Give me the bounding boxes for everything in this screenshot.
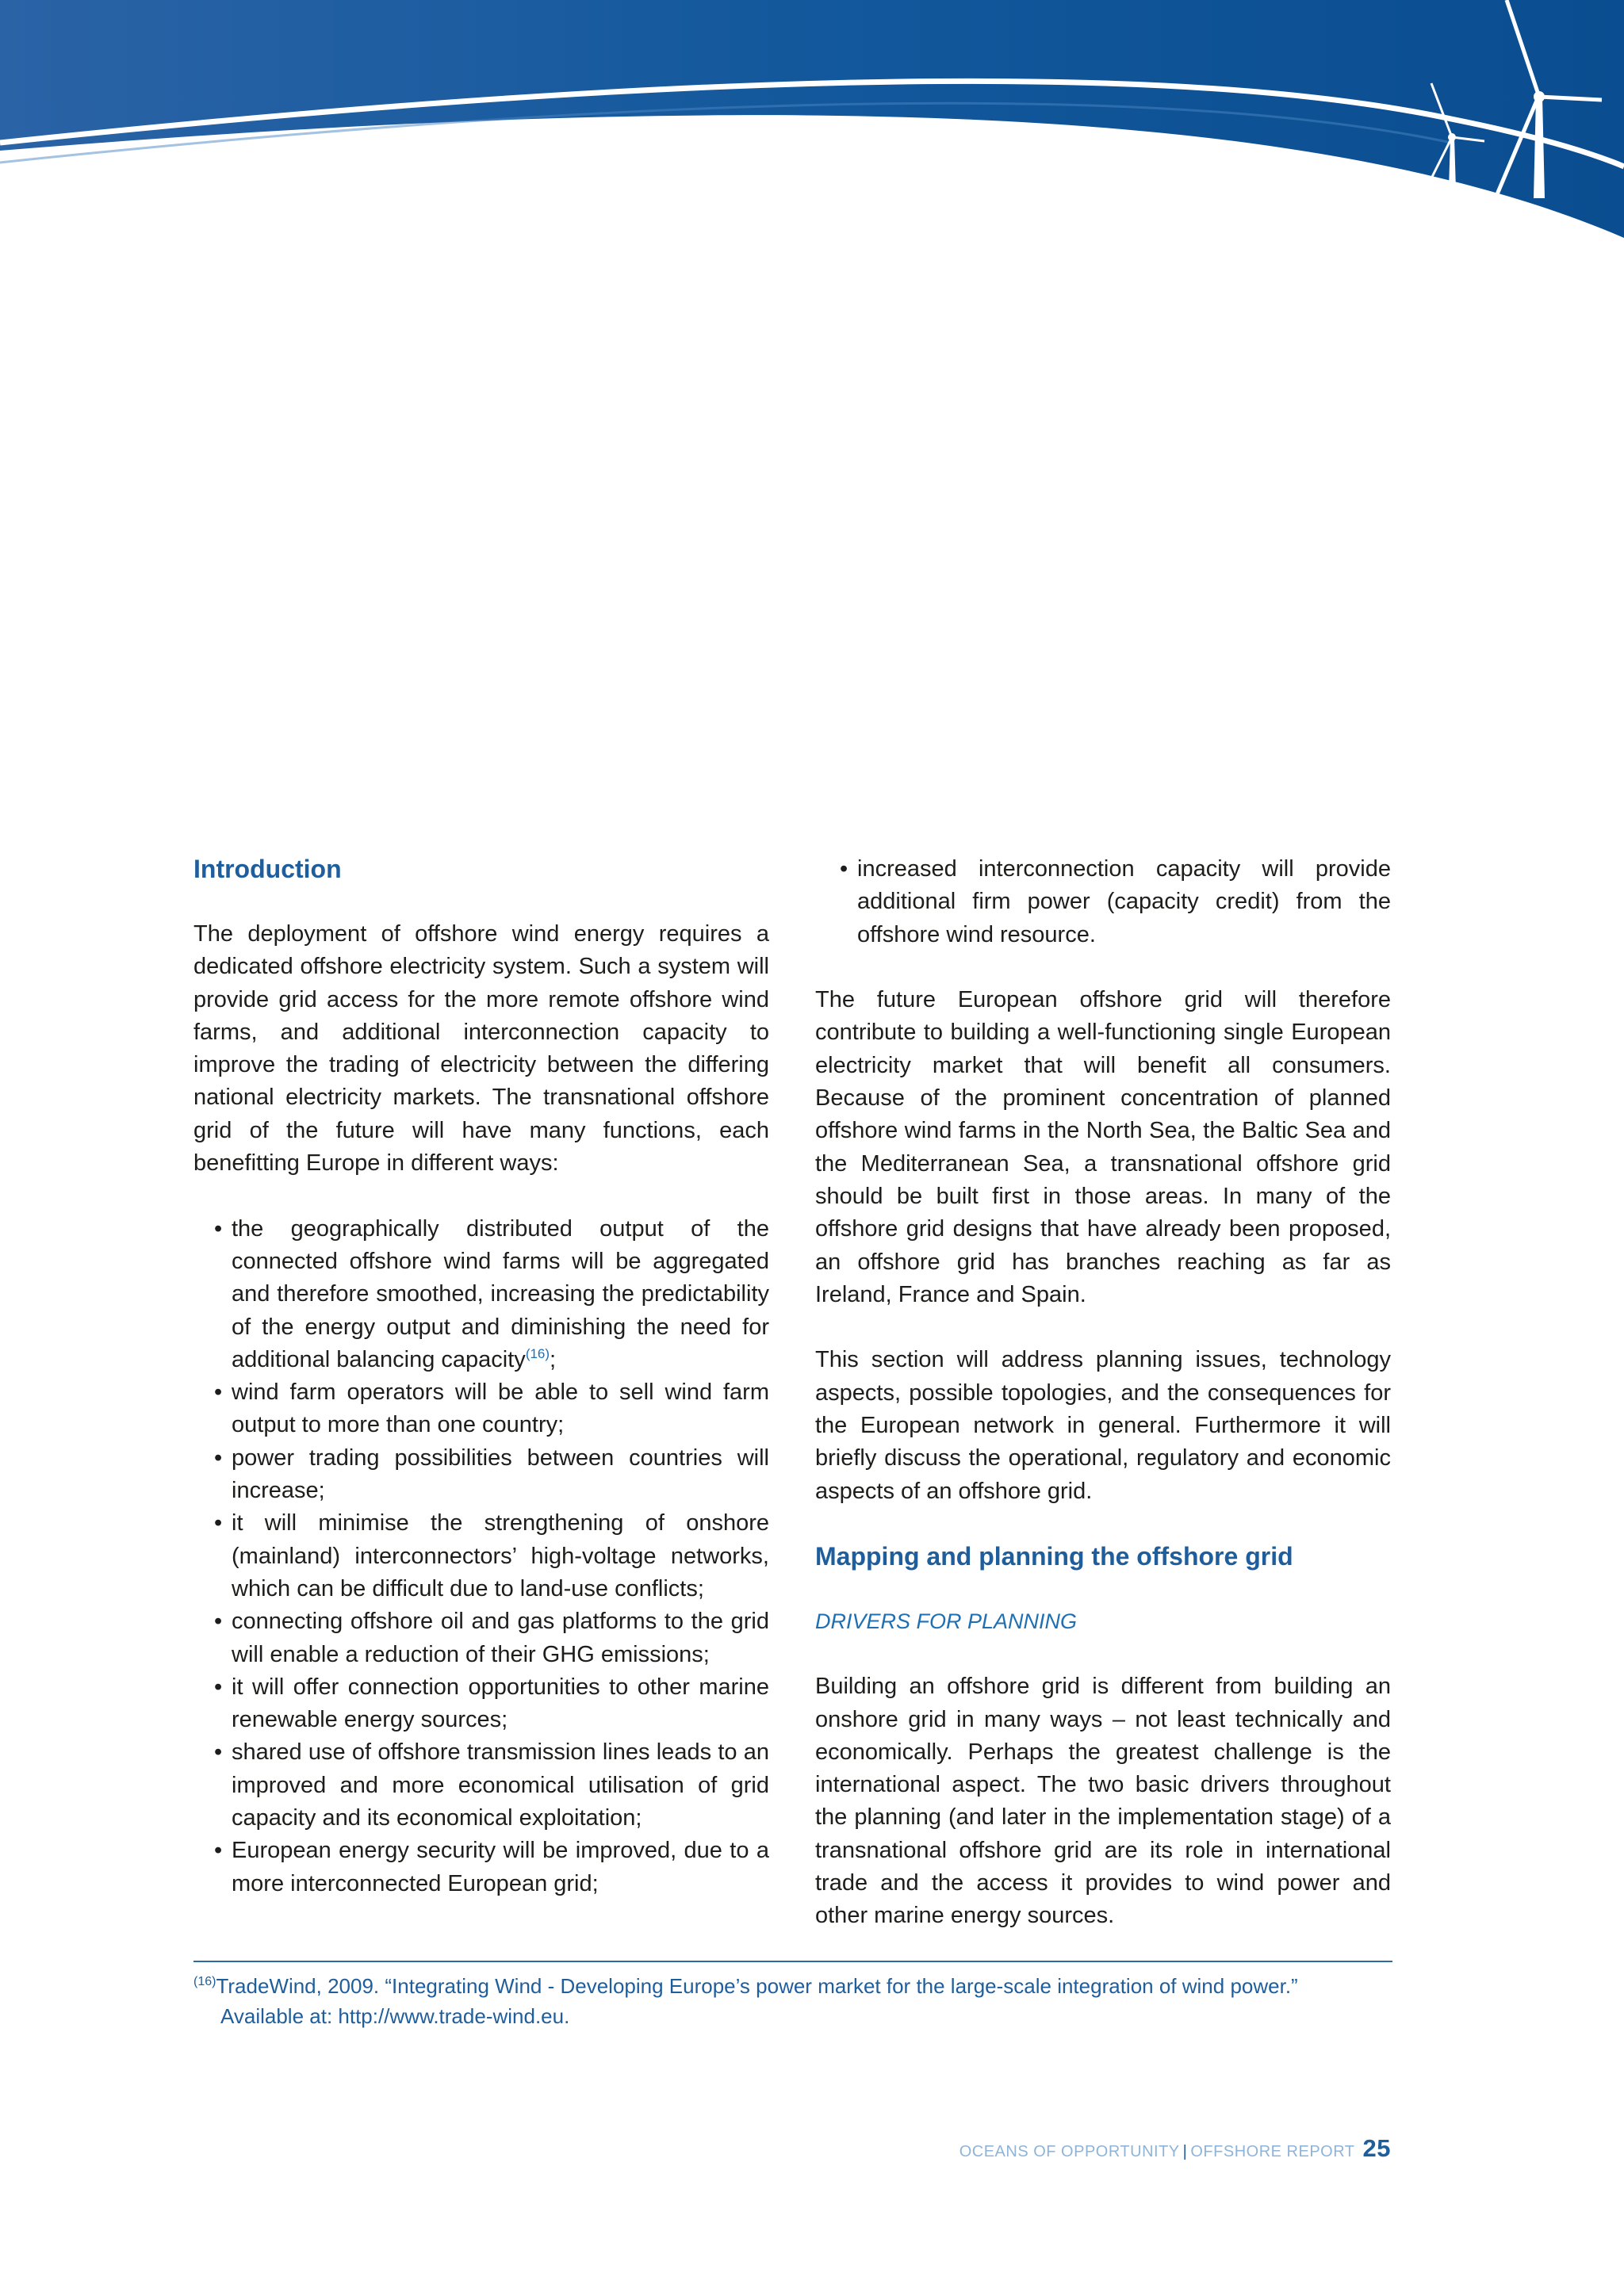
body-paragraph: This section will address planning issues, technology aspects, possible topologies, and the consequences for the European network in general. Furthermore it will briefly discuss the operational, regulatory and economic aspects of an offshore grid. (815, 1347, 1391, 1504)
list-item: • shared use of offshore transmission lines leads to an improved and more economical utilisation of grid capacity and its economical exploitation; (214, 1736, 769, 1835)
bullet-icon: • (214, 1739, 223, 1766)
section-heading-introduction: Introduction (193, 855, 342, 883)
footnote (193, 1971, 1399, 2031)
list-item: • it will offer connection opportunities to other marine renewable energy sources; (214, 1671, 769, 1737)
publication-subtitle: OFFSHORE REPORT (1190, 2143, 1355, 2160)
bullet-icon: • (214, 1510, 223, 1536)
right-column (815, 853, 1391, 1933)
list-item: • increased interconnection capacity will provide additional firm power (capacity credit) from the offshore wind resource. (840, 853, 1391, 951)
page-number: 25 (1362, 2134, 1391, 2162)
bullet-icon: • (214, 1380, 223, 1406)
bullet-icon: • (214, 1445, 223, 1471)
section-heading-mapping: Mapping and planning the offshore grid (815, 1542, 1293, 1571)
benefits-list (214, 1213, 769, 1900)
publication-title: OCEANS OF OPPORTUNITY (959, 2143, 1180, 2160)
benefits-list-continued (840, 853, 1391, 951)
body-paragraph: Building an offshore grid is different from building an onshore grid in many ways – not least technically and economically. Perhaps the greatest challenge is the international aspect. The two basic drivers throughout the planning (and later in the implementation stage) of a transnational offshore grid are its role in international trade and the access it provides to wind power and other marine energy sources. (815, 1674, 1391, 1929)
body-paragraph: The future European offshore grid will therefore contribute to building a well-functioning single European electricity market that will benefit all consumers. Because of the prominent concentration of planned offshore wind farms in the North Sea, the Baltic Sea and the Mediterranean Sea, a transnational offshore grid should be built first in those areas. In many of the offshore grid designs that have already been proposed, an offshore grid has branches reaching as far as Ireland, France and Spain. (815, 987, 1391, 1307)
list-item: • wind farm operators will be able to sell wind farm output to more than one country; (214, 1376, 769, 1442)
list-item: • European energy security will be improved, due to a more interconnected European grid; (214, 1835, 769, 1900)
list-item: • the geographically distributed output of the connected offshore wind farms will be aggregated and therefore smoothed, increasing the predictability of the energy output and diminishing the need for additional balancing capacity$^{(16)}$; (214, 1213, 769, 1376)
subheading-drivers: DRIVERS FOR PLANNING (815, 1609, 1078, 1634)
footnote-divider (193, 1961, 1392, 1962)
footer-separator: | (1182, 2143, 1188, 2160)
footnote-text: TradeWind, 2009. “Integrating Wind - Developing Europe’s power market for the large-scale integration of wind power.” (216, 1974, 1298, 1998)
footnote-reference: (16) (525, 1345, 550, 1361)
page-footer (959, 2134, 1391, 2163)
list-item: • power trading possibilities between countries will increase; (214, 1442, 769, 1508)
bullet-icon: • (214, 1674, 223, 1700)
bullet-icon: • (840, 856, 848, 882)
list-item: • it will minimise the strengthening of onshore (mainland) interconnectors’ high-voltage networks, which can be difficult due to land-use conflicts; (214, 1507, 769, 1605)
intro-paragraph: The deployment of offshore wind energy requires a dedicated offshore electricity system. Such a system will provide grid access for the more remote offshore wind farms, and additional interconnection capacity to improve the trading of electricity between the differing national electricity markets. The transnational offshore grid of the future will have many functions, each benefitting Europe in different ways: (193, 921, 769, 1177)
bullet-icon: • (214, 1215, 223, 1242)
bullet-icon: • (214, 1609, 223, 1635)
footnote-url: Available at: http://www.trade-wind.eu. (220, 2004, 570, 2028)
footnote-marker: (16) (193, 1975, 216, 1988)
left-column (193, 853, 769, 1900)
bullet-icon: • (214, 1838, 223, 1864)
list-item: • connecting offshore oil and gas platforms to the grid will enable a reduction of their GHG emissions; (214, 1605, 769, 1671)
header-banner (0, 0, 1624, 254)
